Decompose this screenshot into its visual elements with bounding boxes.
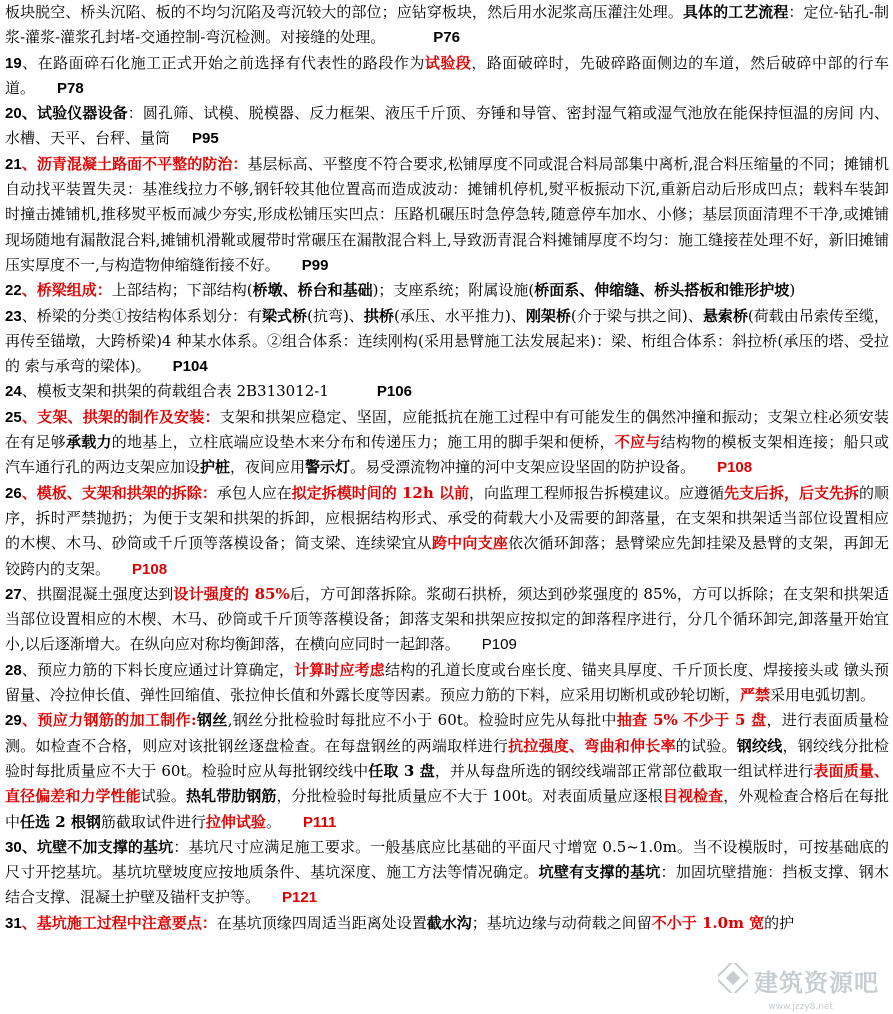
item-number: 29: [5, 712, 22, 730]
highlight-term: 抽查 5% 不少于 5 盘: [616, 711, 767, 730]
text-segment: 的顺序，拆时严禁抛扔；为便于支架和拱架的拆卸，应根据结构形式、承受的荷载大小及需要的卸落量，在支架和拱架适当部位设置相应的木楔、木马、砂筒或千斤顶等落模设备；简支梁、连续梁宜从: [5, 483, 889, 553]
bold-term: 截水沟: [426, 913, 472, 932]
highlight-term: 、基坑施工过程中注意要点：: [21, 913, 217, 932]
text-segment: 的试验。: [675, 736, 737, 755]
highlight-term: 、支架、拱架的制作及安装：: [21, 407, 220, 426]
text-segment: )；支座系统；附属设施(: [372, 281, 535, 300]
bold-term: 桥面系、伸缩缝、桥头搭板和锥形护坡: [534, 281, 790, 300]
highlight-term: 跨中向支座: [431, 534, 509, 553]
bold-term: 刚架桥: [525, 306, 571, 325]
text-segment: 支架和拱架应稳定、坚固，应能抵抗在施工过程中有可能发生的偶然冲撞和振动；支架立柱必须安装在有足够: [5, 407, 889, 452]
item-number: 30: [5, 838, 22, 856]
item-number: 24: [5, 383, 22, 401]
bold-term: 热轧带肋钢筋: [185, 787, 277, 806]
highlight-term: 、预应力钢筋的加工制作:: [21, 711, 197, 730]
page-ref: P111: [302, 813, 337, 831]
text-segment: ，外观检查合格后在每批中: [5, 787, 889, 831]
highlight-term: 、沥青混凝土路面不平整的防治：: [21, 154, 248, 173]
text-segment: 、预应力筋的下料长度应通过计算确定，: [21, 660, 295, 679]
paragraph-23: [5, 304, 889, 380]
paragraph-25: [5, 405, 889, 481]
item-number: 22: [5, 282, 22, 300]
bold-term: 、试验仪器设备: [21, 104, 128, 123]
page-ref: P108: [717, 459, 753, 477]
text-segment: 基层标高、平整度不符合要求,松铺厚度不同或混合料局部集中离析,混合料压缩量的不同；摊铺机自动找平装置失灵：基准线拉力不够,钢钎较其他位置高而造成波动：摊铺机停机,熨平板振动下沉,重新启动后形成凹点；载料车装卸时撞击摊铺机,推移熨平板而减少夯实,形成松铺压实凹点：压路机碾压时急停急转,随意停车加水、小修；基层顶面清理不干净,或摊铺现场随地有漏散混合料,摊铺机滑靴或履带时常碾压在漏散混合料上,导致沥青混合料摊铺厚度不均匀：施工缝接茬处理不好，新旧摊铺压实厚度不一,与构造物伸缩缝衔接不好。: [5, 154, 889, 274]
highlight-term: 拉伸试验: [205, 812, 266, 831]
bold-term: 具体的工艺流程: [682, 3, 789, 21]
paragraph-28: [5, 658, 889, 709]
page-ref: P78: [57, 79, 84, 97]
watermark-url: www.jzzy8.net: [768, 1002, 833, 1012]
paragraph-22: [5, 278, 889, 303]
item-number: 21: [5, 155, 22, 173]
bold-term: 拱桥: [363, 306, 394, 325]
bold-term: 钢丝: [196, 711, 228, 730]
text-segment: 。: [265, 812, 281, 831]
bold-term: 坑壁有支撑的基坑: [538, 863, 661, 882]
text-segment: ，向监理工程师报告拆模建议。应遵循: [468, 483, 724, 502]
text-segment: ，分批检验时每批质量应不大于 100t。对表面质量应逐根: [276, 787, 663, 806]
text-segment: ；基坑边缘与动荷载之间留: [471, 913, 652, 932]
text-segment: 。易受漂流物冲撞的河中支架应设坚固的防护设备。: [350, 458, 696, 477]
highlight-term: 、模板、支架和拱架的拆除：: [21, 483, 217, 502]
bold-term: 任取 3 盘: [368, 761, 435, 780]
text-segment: 的地基上，立柱底端应设垫木来分布和传递压力；施工用的脚手架和便桥，: [111, 433, 615, 452]
text-segment: 后，方可卸落拆除。浆砌石拱桥，须达到砂浆强度的 85%，方可以拆除；在支架和拱架适当部位设置相应的木楔、木马、砂筒或千斤顶等落模设备；卸落支架和拱架应按拟定的卸落程序进行，分几个循环卸完,卸落量开始宜小,以后逐渐增大。在纵向应对称均衡卸落，在横向应同时一起卸落。: [5, 584, 889, 654]
text-segment: ：基坑尺寸应满足施工要求。一般基底应比基础的平面尺寸增宽 0.5~1.0m。当不设模版时，可按基础底的尺寸开挖基坑。基坑坑壁坡度应按地质条件、基坑深度、施工方法等情况确定。: [5, 837, 889, 882]
bold-term: 、坑壁不加支撑的基坑: [21, 837, 174, 856]
item-number: 26: [5, 484, 22, 502]
bold-term: 护桩: [200, 458, 231, 477]
text-segment: 的护: [764, 913, 795, 932]
text-segment: 、模板支架和拱架的荷载组合表 2B313012-1: [21, 382, 329, 401]
item-number: 20: [5, 105, 22, 123]
bold-term: 悬索桥: [702, 306, 748, 325]
highlight-term: 不应与: [614, 433, 661, 452]
bold-term: 警示灯: [305, 458, 351, 477]
page-ref: P95: [192, 130, 219, 148]
text-segment: ，夜间应用: [230, 458, 306, 477]
paragraph-20: [5, 101, 889, 152]
text-segment: ，路面破碎时，先破碎路面侧边的车道，然后破碎中部的行车道。: [5, 53, 889, 97]
page-ref: P99: [301, 256, 329, 274]
highlight-term: 、桥梁组成：: [21, 281, 112, 300]
text-segment: 采用电弧切割。: [770, 686, 876, 705]
text-segment: (抗弯)、: [307, 306, 364, 325]
text-segment: 、拱圈混凝土强度达到: [21, 584, 174, 603]
watermark-text: 建筑资源吧: [754, 969, 879, 997]
text-segment: 、在路面碎石化施工正式开始之前选择有代表性的路段作为: [21, 53, 425, 72]
paragraph-29: [5, 708, 889, 834]
item-number: 28: [5, 661, 22, 679]
text-segment: ：加固坑壁措施：挡板支撑、钢木结合支撑、混凝土护壁及锚杆支护等。: [5, 863, 889, 907]
page-ref: P121: [282, 889, 318, 907]
text-segment: ，钢绞线分批检验时每批质量应不大于 60t。检验时应从每批钢绞线中: [5, 736, 889, 780]
text-segment: (荷载由吊索传至缆，再传至锚墩，大跨桥梁)4 种某水体系。②组合体系：连续刚构(采用悬臂施工法发展起来)：梁、桁组合体系：斜拉桥(承压的塔、受拉的 索与承弯的梁体)。: [5, 306, 889, 376]
paragraph-19: [5, 51, 889, 102]
item-number: 23: [5, 307, 22, 325]
text-segment: 依次循环卸落；悬臂梁应先卸挂梁及悬臂的支架，再卸无铰跨内的支架。: [5, 534, 889, 578]
highlight-term: 计算时应考虑: [294, 660, 385, 679]
page-ref: P106: [376, 383, 412, 401]
highlight-term: 设计强度的 85%: [173, 584, 290, 603]
text-segment: ：圆孔筛、试模、脱模器、反力框架、液压千斤顶、夯锤和导管、密封湿气箱或湿气池放在能保持恒温的房间 内、水槽、天平、台秤、量筒: [5, 104, 889, 148]
text-segment: 承包人应在: [216, 483, 292, 502]
highlight-term: 严禁: [740, 686, 771, 705]
text-segment: ，并从每盘所选的钢绞线端部正常部位截取一组试样进行: [434, 761, 814, 780]
paragraph-30: [5, 835, 889, 911]
paragraph-26: [5, 481, 889, 582]
highlight-term: 抗拉强度、弯曲和伸长率: [508, 736, 676, 755]
bold-term: 桥墩、桥台和基础: [252, 281, 373, 300]
paragraph-31: [5, 911, 889, 936]
text-segment: 板块脱空、桥头沉陷、板的不均匀沉陷及弯沉较大的部位；应钻穿板块，然后用水泥浆高压灌注处理。: [5, 3, 683, 21]
highlight-term: 试验段: [424, 53, 472, 72]
page-ref: P109: [481, 636, 517, 654]
page-ref: P76: [433, 29, 460, 47]
paragraph-27: [5, 582, 889, 658]
item-number: 19: [5, 54, 22, 72]
text-segment: 筋截取试件进行: [100, 812, 206, 831]
item-number: 27: [5, 585, 22, 603]
highlight-term: 表面质量、直径偏差和力学性能: [5, 761, 889, 806]
page-ref: P108: [132, 560, 168, 578]
text-segment: (介于梁与拱之间)、: [570, 306, 703, 325]
text-segment: 结构物的模板支架相连接；船只或汽车通行孔的两边支架应加设: [5, 433, 889, 477]
text-segment: 结构的孔道长度或台座长度、锚夹具厚度、千斤顶长度、焊接接头或 镦头预留量、冷拉伸长值、弹性回缩值、张拉伸长值和外露长度等因素。预应力筋的下料，应采用切断机或砂轮切断，: [5, 660, 889, 705]
text-segment: 在基坑顶缘四周适当距离处设置: [216, 913, 427, 932]
paragraph-18-continued: [5, 0, 889, 51]
paragraph-24: [5, 379, 889, 404]
bold-term: 钢绞线: [736, 736, 783, 755]
page-ref: P104: [172, 358, 208, 376]
item-number: 31: [5, 914, 22, 932]
text-segment: 、桥梁的分类①按结构体系划分：有: [21, 306, 263, 325]
bold-term: 任选 2 根钢: [20, 812, 101, 831]
paragraph-21: [5, 152, 889, 278]
text-segment: ,钢丝分批检验时每批应不小于 60t。检验时应先从每批中: [227, 711, 617, 730]
text-segment: (承压、水平推力)、: [393, 306, 526, 325]
text-segment: ): [789, 281, 796, 300]
bold-term: 承载力: [65, 433, 112, 452]
text-segment: ：定位-钻孔-制浆-灌浆-灌浆孔封堵-交通控制-弯沉检测。对接缝的处理。: [5, 3, 889, 47]
highlight-term: 拟定拆模时间的 12h 以前: [291, 483, 469, 502]
highlight-term: 不小于 1.0m 宽: [651, 913, 765, 932]
text-segment: 试验。: [140, 787, 186, 806]
item-number: 25: [5, 408, 22, 426]
highlight-term: 目视检查: [662, 787, 724, 806]
bold-term: 梁式桥: [262, 306, 308, 325]
highlight-term: 先支后拆，后支先拆: [723, 483, 859, 502]
text-segment: ，进行表面质量检测。如检查不合格，则应对该批钢丝逐盘检查。在每盘钢丝的两端取样进行: [5, 711, 889, 755]
text-segment: 上部结构；下部结构(: [111, 281, 253, 300]
